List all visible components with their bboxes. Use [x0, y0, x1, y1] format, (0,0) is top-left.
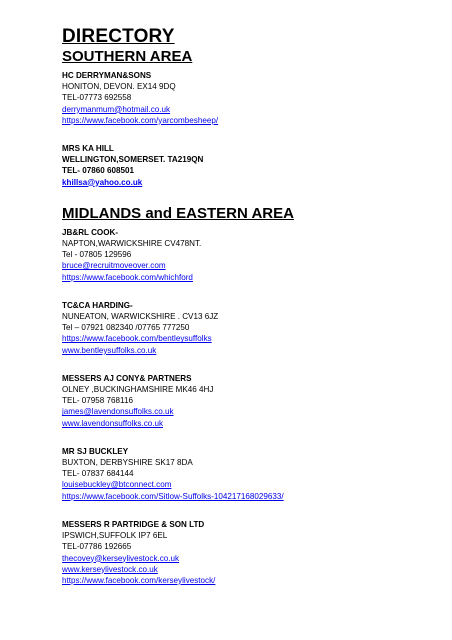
directory-entry: [62, 519, 442, 586]
email-link[interactable]: louisebuckley@btconnect.com: [62, 480, 172, 490]
facebook-link[interactable]: https://www.facebook.com/whichford: [62, 272, 193, 282]
directory-entry: [62, 143, 442, 188]
email-link[interactable]: derrymanmum@hotmail.co.uk: [62, 104, 171, 114]
facebook-link[interactable]: https://www.facebook.com/yarcombesheep/: [62, 115, 219, 125]
facebook-link[interactable]: https://www.facebook.com/kerseylivestock/: [62, 575, 216, 585]
entry-address: NUNEATON, WARWICKSHIRE . CV13 6JZ: [62, 312, 219, 322]
entry-name: MR SJ BUCKLEY: [62, 446, 129, 456]
email-link[interactable]: james@lavendonsuffolks.co.uk: [62, 407, 174, 417]
email-link[interactable]: thecovey@kerseylivestock.co.uk: [62, 553, 180, 563]
website-link[interactable]: www.kerseylivestock.co.uk: [62, 564, 158, 574]
email-link[interactable]: khillsa@yahoo.co.uk: [62, 177, 143, 187]
directory-entry: [62, 373, 442, 429]
entry-name: HC DERRYMAN&SONS: [62, 71, 152, 80]
entry-name: MESSERS AJ CONY& PARTNERS: [62, 373, 192, 383]
entry-address: OLNEY ,BUCKINGHAMSHIRE MK46 4HJ: [62, 385, 214, 395]
directory-entry: [62, 446, 442, 502]
entry-name: TC&CA HARDING-: [62, 300, 133, 310]
section-heading-midlands-eastern: MIDLANDS and EASTERN AREA: [62, 204, 294, 222]
entry-address: BUXTON, DERBYSHIRE SK17 8DA: [62, 458, 193, 468]
entry-tel: TEL-07786 192665: [62, 542, 132, 552]
entry-address: HONITON, DEVON. EX14 9DQ: [62, 82, 176, 92]
entry-address: WELLINGTON,SOMERSET. TA219QN: [62, 155, 204, 165]
section-heading-southern: SOUTHERN AREA: [62, 48, 193, 65]
entry-tel: TEL-07773 692558: [62, 93, 132, 103]
entry-tel: TEL- 07860 608501: [62, 166, 134, 176]
entry-name: MESSERS R PARTRIDGE & SON LTD: [62, 519, 205, 529]
facebook-link[interactable]: https://www.facebook.com/bentleysuffolks: [62, 334, 212, 344]
entry-name: MRS KA HILL: [62, 144, 114, 154]
page-title: DIRECTORY: [62, 26, 175, 47]
website-link[interactable]: www.lavendonsuffolks.co.uk: [62, 418, 164, 428]
entry-name: JB&RL COOK-: [62, 227, 119, 237]
entry-tel: TEL- 07837 684144: [62, 469, 134, 479]
entry-tel: Tel - 07805 129596: [62, 250, 132, 260]
directory-entry: [62, 227, 442, 283]
email-link[interactable]: bruce@recruitmoveover.com: [62, 261, 166, 271]
entry-address: NAPTON,WARWICKSHIRE CV478NT.: [62, 239, 202, 249]
directory-page: [62, 26, 442, 603]
directory-entry: [62, 70, 442, 126]
entry-tel: Tel – 07921 082340 /07765 777250: [62, 323, 190, 333]
website-link[interactable]: www.bentleysuffolks.co.uk: [62, 345, 157, 355]
entry-address: IPSWICH,SUFFOLK IP7 6EL: [62, 531, 168, 541]
facebook-link[interactable]: https://www.facebook.com/Sitlow-Suffolks-104217168029633/: [62, 491, 284, 501]
entry-tel: TEL- 07958 768116: [62, 396, 133, 406]
directory-entry: [62, 300, 442, 356]
